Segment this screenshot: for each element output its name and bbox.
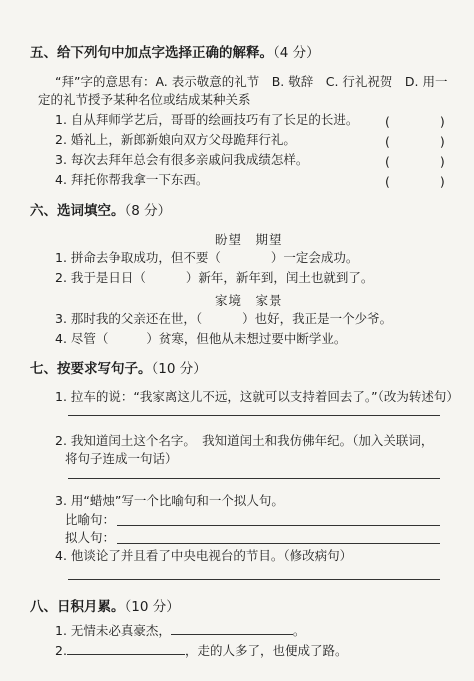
s7-question-4: 4. 他谈论了并且看了中央电视台的节目。（修改病句） — [55, 548, 353, 563]
s6-q4-part-b: ）贫寒，但他从未想过要中断学业。 — [146, 331, 347, 346]
s5-definition-line-1: “拜”字的意思有：A. 表示敬意的礼节 B. 敬辞 C. 行礼祝贺 D. 用一 — [55, 74, 448, 89]
section-8-heading — [30, 599, 180, 615]
s6-q3-part-a: 3. 那时我的父亲还在世，（ — [55, 311, 203, 326]
section-5-heading — [30, 45, 320, 61]
s8-question-2 — [55, 642, 347, 659]
s7-metaphor-answer-line[interactable] — [117, 525, 440, 526]
s6-q4-part-a: 4. 尽管（ — [55, 331, 109, 346]
s5-answer-paren-1[interactable]: ( ) — [385, 114, 445, 129]
section-7-heading — [30, 361, 207, 377]
s6-blank-1[interactable] — [221, 250, 271, 262]
s5-question-1: 1. 自从拜师学艺后，哥哥的绘画技巧有了长足的长进。 — [55, 112, 359, 127]
s6-q1-part-a: 1. 拼命去争取成功，但不要（ — [55, 250, 221, 265]
s6-question-2 — [55, 270, 373, 286]
s5-answer-paren-2[interactable]: ( ) — [385, 134, 445, 149]
s7-question-2-line-2: 将句子连成一句话） — [65, 451, 178, 466]
s6-question-3 — [55, 311, 392, 327]
s7-answer-line-1[interactable] — [68, 415, 440, 416]
section-5-title: 五、给下列句中加点字选择正确的解释。 — [30, 45, 273, 61]
s5-question-4: 4. 拜托你帮我拿一下东西。 — [55, 172, 209, 187]
s6-q2-part-a: 2. 我于是日日（ — [55, 270, 146, 285]
section-6-points: （8 分） — [124, 203, 172, 219]
s7-metaphor-row — [65, 512, 115, 528]
s8-q2-part-b: ，走的人多了，也便成了路。 — [184, 643, 348, 658]
s6-q3-part-b: ）也好，我正是一个少爷。 — [242, 311, 393, 326]
s6-q1-part-b: ）一定会成功。 — [270, 250, 359, 265]
s5-question-2: 2. 婚礼上，新郎新娘向双方父母跪拜行礼。 — [55, 132, 296, 147]
s8-question-1 — [55, 622, 305, 639]
s5-question-3: 3. 每次去拜年总会有很多亲戚问我成绩怎样。 — [55, 152, 309, 167]
s8-q1-part-b: 。 — [292, 623, 306, 638]
section-7-title: 七、按要求写句子。 — [30, 361, 152, 377]
s8-q2-part-a: 2. — [55, 643, 67, 658]
s5-definition-line-2: 定的礼节授予某种名位或结成某种关系 — [38, 92, 251, 107]
section-7-points: （10 分） — [151, 361, 207, 377]
s8-blank-1[interactable] — [171, 622, 293, 635]
s6-word-choices-1: 盼望 期望 — [215, 232, 283, 247]
s7-question-2-line-1: 2. 我知道闰土这个名字。 我知道闰土和我仿佛年纪。（加入关联词， — [55, 433, 434, 448]
s7-personify-row — [65, 530, 115, 546]
section-8-points: （10 分） — [124, 599, 180, 615]
s5-answer-paren-3[interactable]: ( ) — [385, 154, 445, 169]
s7-question-1: 1. 拉车的说：“我家离这儿不远，这就可以支持着回去了。”（改为转述句） — [55, 389, 459, 404]
s5-answer-paren-4[interactable]: ( ) — [385, 174, 445, 189]
s6-blank-2[interactable] — [146, 270, 186, 282]
s7-metaphor-label: 比喻句： — [65, 512, 116, 527]
s8-q1-part-a: 1. 无情未必真豪杰， — [55, 623, 171, 638]
section-6-heading — [30, 203, 171, 219]
s6-question-1 — [55, 250, 358, 266]
s6-word-choices-2: 家境 家景 — [215, 293, 283, 308]
s6-blank-4[interactable] — [108, 331, 146, 343]
section-5-points: （4 分） — [273, 45, 320, 61]
s6-question-4 — [55, 331, 346, 347]
section-8-title: 八、日积月累。 — [30, 599, 125, 615]
s6-blank-3[interactable] — [202, 311, 242, 323]
s7-question-3: 3. 用“蜡烛”写一个比喻句和一个拟人句。 — [55, 493, 284, 508]
section-6-title: 六、选词填空。 — [30, 203, 125, 219]
s7-personify-answer-line[interactable] — [117, 543, 440, 544]
s6-q2-part-b: ）新年，新年到，闰土也就到了。 — [185, 270, 374, 285]
s8-blank-2[interactable] — [67, 642, 185, 655]
s7-personify-label: 拟人句： — [65, 530, 116, 545]
s7-answer-line-2[interactable] — [68, 478, 440, 479]
s7-answer-line-4[interactable] — [68, 579, 440, 580]
